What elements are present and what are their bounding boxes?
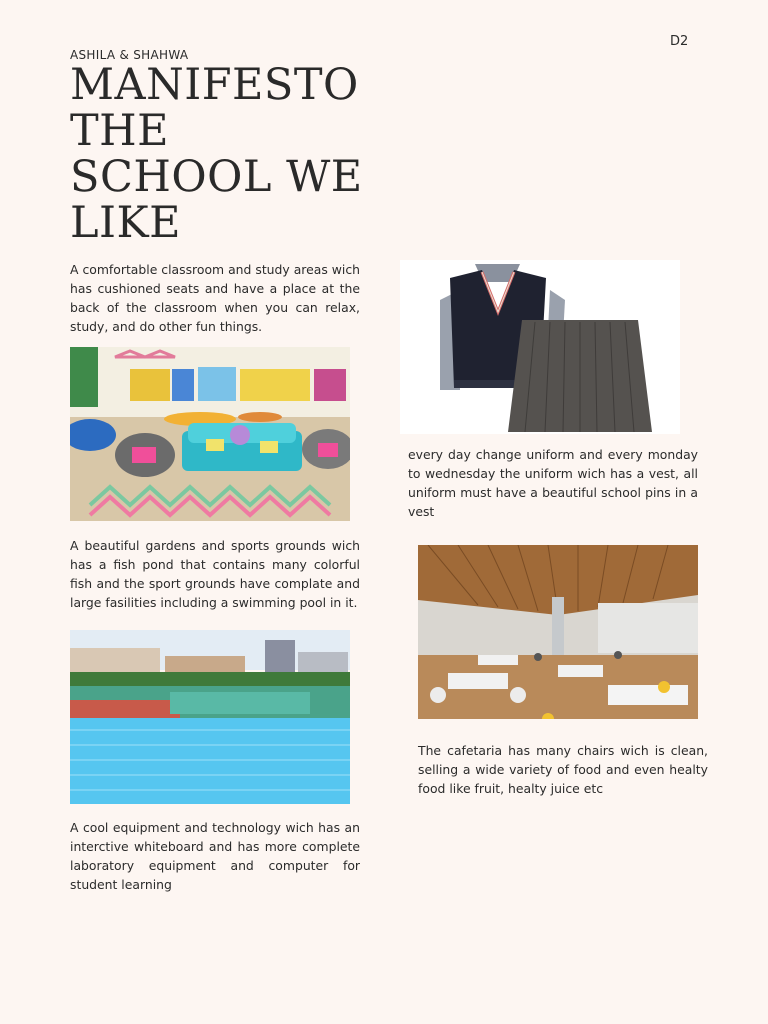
- page-code: D2: [670, 34, 689, 49]
- classroom-paragraph: A comfortable classroom and study areas wich has cushioned seats and have a place at the back of the classroom when you can relax, study, and do other fun things.: [70, 262, 360, 334]
- uniform-photo: [400, 260, 680, 434]
- authors-label: ASHILA & SHAHWA: [70, 48, 189, 62]
- page-title: MANIFESTO THE SCHOOL WE LIKE: [70, 60, 363, 248]
- gardens-paragraph: A beautiful gardens and sports grounds wich has a fish pond that contains many colorful fish and the sport grounds have complate and large fasilities including a swimming pool in it.: [70, 538, 360, 610]
- uniform-paragraph: every day change uniform and every monday to wednesday the uniform wich has a vest, all uniform must have a beautiful school pins in a vest: [408, 447, 698, 519]
- classroom-photo: [70, 347, 350, 521]
- technology-paragraph: A cool equipment and technology wich has an interctive whiteboard and has more complete laboratory equipment and computer for student learning: [70, 820, 360, 892]
- sports-ground-photo: [70, 630, 350, 804]
- cafeteria-paragraph: The cafetaria has many chairs wich is clean, selling a wide variety of food and even healty food like fruit, healty juice etc: [418, 743, 708, 796]
- cafeteria-photo: [418, 545, 698, 719]
